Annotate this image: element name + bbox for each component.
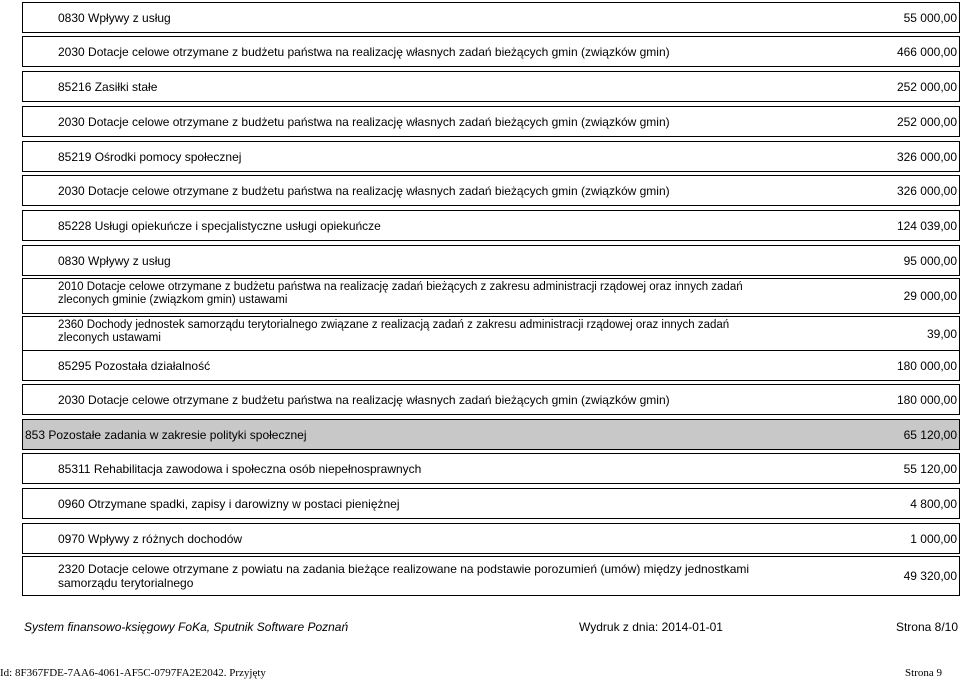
row-label: 2030 Dotacje celowe otrzymane z budżetu państwa na realizację własnych zadań bieżących gmin (związków gmin) [58, 392, 670, 407]
footer-page-number: Strona 8/10 [895, 620, 958, 634]
row-label: 2360 Dochody jednostek samorządu terytorialnego związane z realizacją zadań z zakresu administracji rządowej oraz innych zadań zleconych ustawami [58, 319, 730, 344]
row-amount: 124 039,00 [896, 218, 957, 233]
row-label: 0970 Wpływy z różnych dochodów [58, 531, 243, 546]
row-amount: 29 000,00 [903, 289, 957, 303]
row-label: 85219 Ośrodki pomocy społecznej [58, 149, 242, 164]
table-row [22, 523, 960, 554]
row-amount: 466 000,00 [896, 44, 957, 59]
table-row [22, 245, 960, 276]
row-amount: 65 120,00 [903, 427, 957, 442]
row-label: 85295 Pozostała działalność [58, 358, 211, 373]
row-amount: 4 800,00 [910, 496, 957, 511]
row-label: 2320 Dotacje celowe otrzymane z powiatu na zadania bieżące realizowane na podstawie porozumień (umów) między jednostkami samorządu terytorialnego [58, 562, 750, 590]
table-row [22, 71, 960, 102]
row-label: 0960 Otrzymane spadki, zapisy i darowizny w postaci pieniężnej [58, 496, 400, 511]
table-row [22, 556, 960, 596]
row-amount: 326 000,00 [896, 149, 957, 164]
footer-printed-date: Wydruk z dnia: 2014-01-01 [579, 620, 723, 634]
row-amount: 39,00 [926, 327, 957, 341]
row-label: 853 Pozostałe zadania w zakresie polityki społecznej [25, 427, 307, 442]
table-row-section [22, 419, 960, 450]
table-row [22, 316, 960, 352]
table-row [22, 384, 960, 415]
table-row [22, 36, 960, 67]
page-footer [24, 620, 958, 636]
row-label: 2030 Dotacje celowe otrzymane z budżetu państwa na realizację własnych zadań bieżących gmin (związków gmin) [58, 183, 670, 198]
row-amount: 1 000,00 [910, 531, 957, 546]
document-id-line [0, 667, 942, 681]
document-page: Strona 9 [905, 667, 942, 679]
row-amount: 55 120,00 [903, 461, 957, 476]
row-label: 0830 Wpływy z usług [58, 253, 171, 268]
row-label: 2030 Dotacje celowe otrzymane z budżetu państwa na realizację własnych zadań bieżących gmin (związków gmin) [58, 114, 670, 129]
row-label: 0830 Wpływy z usług [58, 10, 171, 25]
table-row [22, 141, 960, 172]
footer-system: System finansowo-księgowy FoKa, Sputnik Software Poznań [24, 620, 349, 634]
row-amount: 180 000,00 [896, 358, 957, 373]
row-label: 2010 Dotacje celowe otrzymane z budżetu państwa na realizację zadań bieżących z zakresu administracji rządowej oraz innych zadań zleconych gminie (związkom gmin) ustawami [58, 281, 743, 306]
table-row [22, 350, 960, 381]
document-id: Id: 8F367FDE-7AA6-4061-AF5C-0797FA2E2042. Przyjęty [0, 667, 266, 679]
row-label: 2030 Dotacje celowe otrzymane z budżetu państwa na realizację własnych zadań bieżących gmin (związków gmin) [58, 44, 670, 59]
table-row [22, 453, 960, 484]
table-row [22, 175, 960, 206]
row-label: 85228 Usługi opiekuńcze i specjalistyczne usługi opiekuńcze [58, 218, 381, 233]
table-row [22, 2, 960, 33]
row-amount: 95 000,00 [903, 253, 957, 268]
row-amount: 49 320,00 [903, 569, 957, 583]
row-label: 85311 Rehabilitacja zawodowa i społeczna osób niepełnosprawnych [58, 461, 422, 476]
table-row [22, 210, 960, 241]
row-amount: 55 000,00 [903, 10, 957, 25]
row-label: 85216 Zasiłki stałe [58, 79, 158, 94]
row-amount: 252 000,00 [896, 79, 957, 94]
table-row [22, 488, 960, 519]
table-row [22, 278, 960, 314]
row-amount: 252 000,00 [896, 114, 957, 129]
table-row [22, 106, 960, 137]
row-amount: 180 000,00 [896, 392, 957, 407]
row-amount: 326 000,00 [896, 183, 957, 198]
